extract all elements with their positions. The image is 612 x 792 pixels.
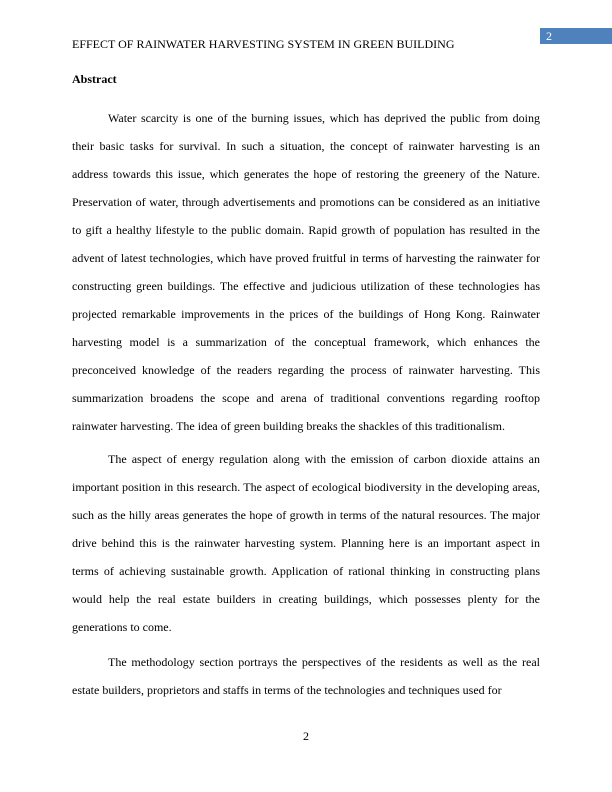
footer-page-number: 2 <box>303 729 309 743</box>
abstract-paragraph-3: The methodology section portrays the perspectives of the residents as well as the real estate builders, proprietors and staffs in terms of the technologies and techniques used for <box>72 655 540 697</box>
abstract-paragraph-1: Water scarcity is one of the burning issues, which has deprived the public from doing their basic tasks for survival. In such a situation, the concept of rainwater harvesting is an address towards this issue, which generates the hope of restoring the greenery of the Nature. Preservation of water, through advertisements and promotions can be considered as an initiative to gift a healthy lifestyle to the public domain. Rapid growth of population has resulted in the advent of latest technologies, which have proved fruitful in terms of harvesting the rainwater for constructing green buildings. The effective and judicious utilization of these technologies has projected remarkable improvements in the prices of the buildings of Hong Kong. Rainwater harvesting model is a summarization of the conceptual framework, which enhances the preconceived knowledge of the readers regarding the process of rainwater harvesting. This summarization broadens the scope and arena of traditional conventions regarding rooftop rainwater harvesting. The idea of green building breaks the shackles of this traditionalism. <box>72 111 540 433</box>
abstract-paragraph-2: The aspect of energy regulation along with the emission of carbon dioxide attains an important position in this research. The aspect of ecological biodiversity in the developing areas, such as the hilly areas generates the hope of growth in terms of the natural resources. The major drive behind this is the rainwater harvesting system. Planning here is an important aspect in terms of achieving sustainable growth. Application of rational thinking in constructing plans would help the real estate builders in creating buildings, which possesses plenty for the generations to come. <box>72 452 540 634</box>
abstract-heading: Abstract <box>72 72 117 86</box>
running-head: EFFECT OF RAINWATER HARVESTING SYSTEM IN GREEN BUILDING <box>72 37 455 51</box>
page-number-tab: 2 <box>540 28 612 44</box>
